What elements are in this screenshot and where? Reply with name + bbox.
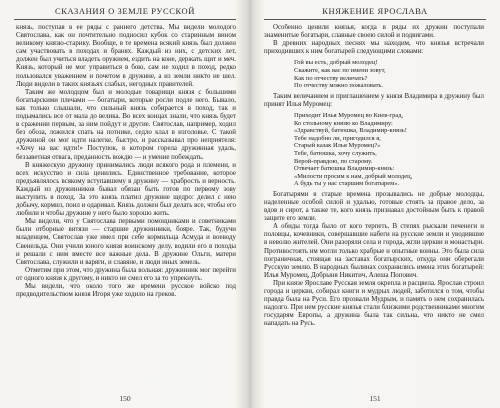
paragraph: князь, поступая в ее ряды с раннего детства. Мы видели молодого Святослава, как он почтительно подносил кубок со старинным вином великому князю-старику. Вообще, в те времена всякий князь был должен сам участвовать в походах и бранях. Каждый из них, с детских лет, должен был учиться владеть оружием, ездить на коне, держать щит и меч. Князь, который не мог управиться в бою, сам не ходил в поход, редко пользовался уважением и почетом в дружине, а из земли никто не шел. Люди видели в таких князьях слабых, негодных правителей. — [16, 24, 236, 88]
paragraph: При князе Ярославе Русская земля окрепла и расцвела. Ярослав строил города и церкви, собирал книги и мудрых людей, заботился о том, чтобы правда была на Руси. Его прозвали Мудрым, и память о нем сохранилась надолго. При нем русские князья стали близкими родственниками многим государям Европы, а дружина была так сильна, что никто не смел нападать на Русь. — [264, 279, 484, 328]
paragraph: В древних народных песнях мы находим, что князья встречали приходивших к ним богатырей следующими словами: — [264, 40, 484, 56]
paragraph: Отметим при этом, что дружина была вольная: дружинник мог перейти от одного князя к другому, и никто не смел его за то упрекнуть. — [16, 266, 236, 282]
verse-line: Старый казак Илья Муромец?» — [294, 142, 381, 150]
left-page-number: 150 — [119, 394, 131, 403]
verse-line: Тебе, батюшка, хочу служить, — [294, 149, 377, 157]
paragraph: Мы видели, что около того же времени русское войско под предводительством князя Игоря уже ходило на греков. — [16, 283, 236, 299]
right-page-text — [264, 24, 484, 388]
paragraph: Таким величанием и приглашением у князя Владимира в дружину был принят Илья Муромец: — [264, 92, 484, 108]
verse-line: «Милости просим к нам, добрый молодец, — [294, 172, 413, 180]
verse-line: Ко стольному князю ко Владимиру: — [294, 119, 393, 127]
paragraph: В княжескую дружину принимались люди всякого рода и племени, и всех искусство и сила ценились. Единственное требование, которое предъявлялось всякому вступавшему в дружину — храбрость и верность. Каждый из дружинников бывал обязан быть готов по первому зову выступить в поход. За это князь платил дружине щедро: делил с нею добычу, кормил, поил и одаривал. Князь должен был делать все, чтобы его любили и чтобы дружине у него было хорошо жить. — [16, 161, 236, 218]
verse-line: По отчеству можно пожаловать. — [294, 82, 384, 90]
paragraph: Богатырями в старые времена прозывались не добрые молодцы, наделенные особой силой и удалью, готовые стоять за правое дело, за вдов и сирот, а также те, кого князь признавал достойным быть к правой защите его земли. — [264, 190, 484, 223]
verse-line: Скажите, как вас по имени зовут, — [294, 66, 386, 74]
paragraph: А обиды тогда было от кого терпеть. В степях рыскали печенеги и половцы, кочевники, совершавшие набеги на русские земли и уводившие в неволю жителей. Они разоряли села и города, жгли церкви и монастыри. Противостоять им могли только храбрые и опытные воины. Это была сила пограничная, стоящая на заставах богатырских, откуда они оберегали Русскую землю. В народных былинах сохранились имена этих богатырей: Илья Муромец, Добрыня Никитич, Алеша Попович. — [264, 223, 484, 279]
verse-block — [294, 112, 484, 188]
right-page — [250, 0, 500, 408]
left-running-header: СКАЗАНИЯ О ЗЕМЛЕ РУССКОЙ — [14, 6, 236, 20]
paragraph: Таким же молодцом был и молодые товарищи князя с большими богатырскими плечами — богатыри, которые росли подле него. Бывало, как только слышали, что сильный князь собирается в поход, так и подымались все от мала до велика. Во всех концах знали, что князь будет в сражении первым, за ним пойдут и другие. Святослав, например, ходил без обоза, ложился спать на потнике, седло клал в изголовье. С такой дружиной он мог идти налегке, быстро, и рассказывал про неприятеля: «Хочу на вас идти!» Поступок, в котором горела дружинная удаль, беззаветная отвага, преданность вождю — и умение побеждать. — [16, 88, 236, 161]
paragraph: Особенно ценили князья, когда в ряды их дружин поступали знаменитые богатыри, славные своею силой и подвигами. — [264, 24, 484, 40]
verse-line: Гой вы есть, добрый молодец! — [294, 59, 378, 67]
verse-line: Как по отчеству величать? — [294, 74, 368, 82]
verse-line: «Здравствуй, батюшка, Владимир-князь! — [294, 127, 407, 135]
left-page-text — [16, 24, 236, 388]
right-page-number: 151 — [369, 394, 381, 403]
verse-line: Тебе надобно ли, пригодился я, — [294, 134, 381, 142]
verse-line: А будь ты у нас старшим богатырем». — [294, 180, 400, 188]
verse-block — [294, 59, 484, 89]
verse-line: Приходит Илья Муромец во Киев-град, — [294, 111, 404, 119]
paragraph: Мы видели, что у Святослава первыми помощниками и советниками были отборные витязи — старшие дружинники, бояре. Так, будучи младенцем, Святослав уже имел при себе кормильца Асмуда и воеводу Свенельда. Они учили юного князя воинскому делу, водили его в походы и решали с ним вместе все важные дела. В дружине Ольги, матери Святослава, служили и варяги, и славяне, и люди иных земель. — [16, 218, 236, 266]
right-running-header: КНЯЖЕНИЕ ЯРОСЛАВА — [264, 6, 486, 20]
verse-line: Верой-правдою, по старому. — [294, 157, 373, 165]
verse-line: Отвечает батюшка Владимир-князь: — [294, 165, 395, 173]
